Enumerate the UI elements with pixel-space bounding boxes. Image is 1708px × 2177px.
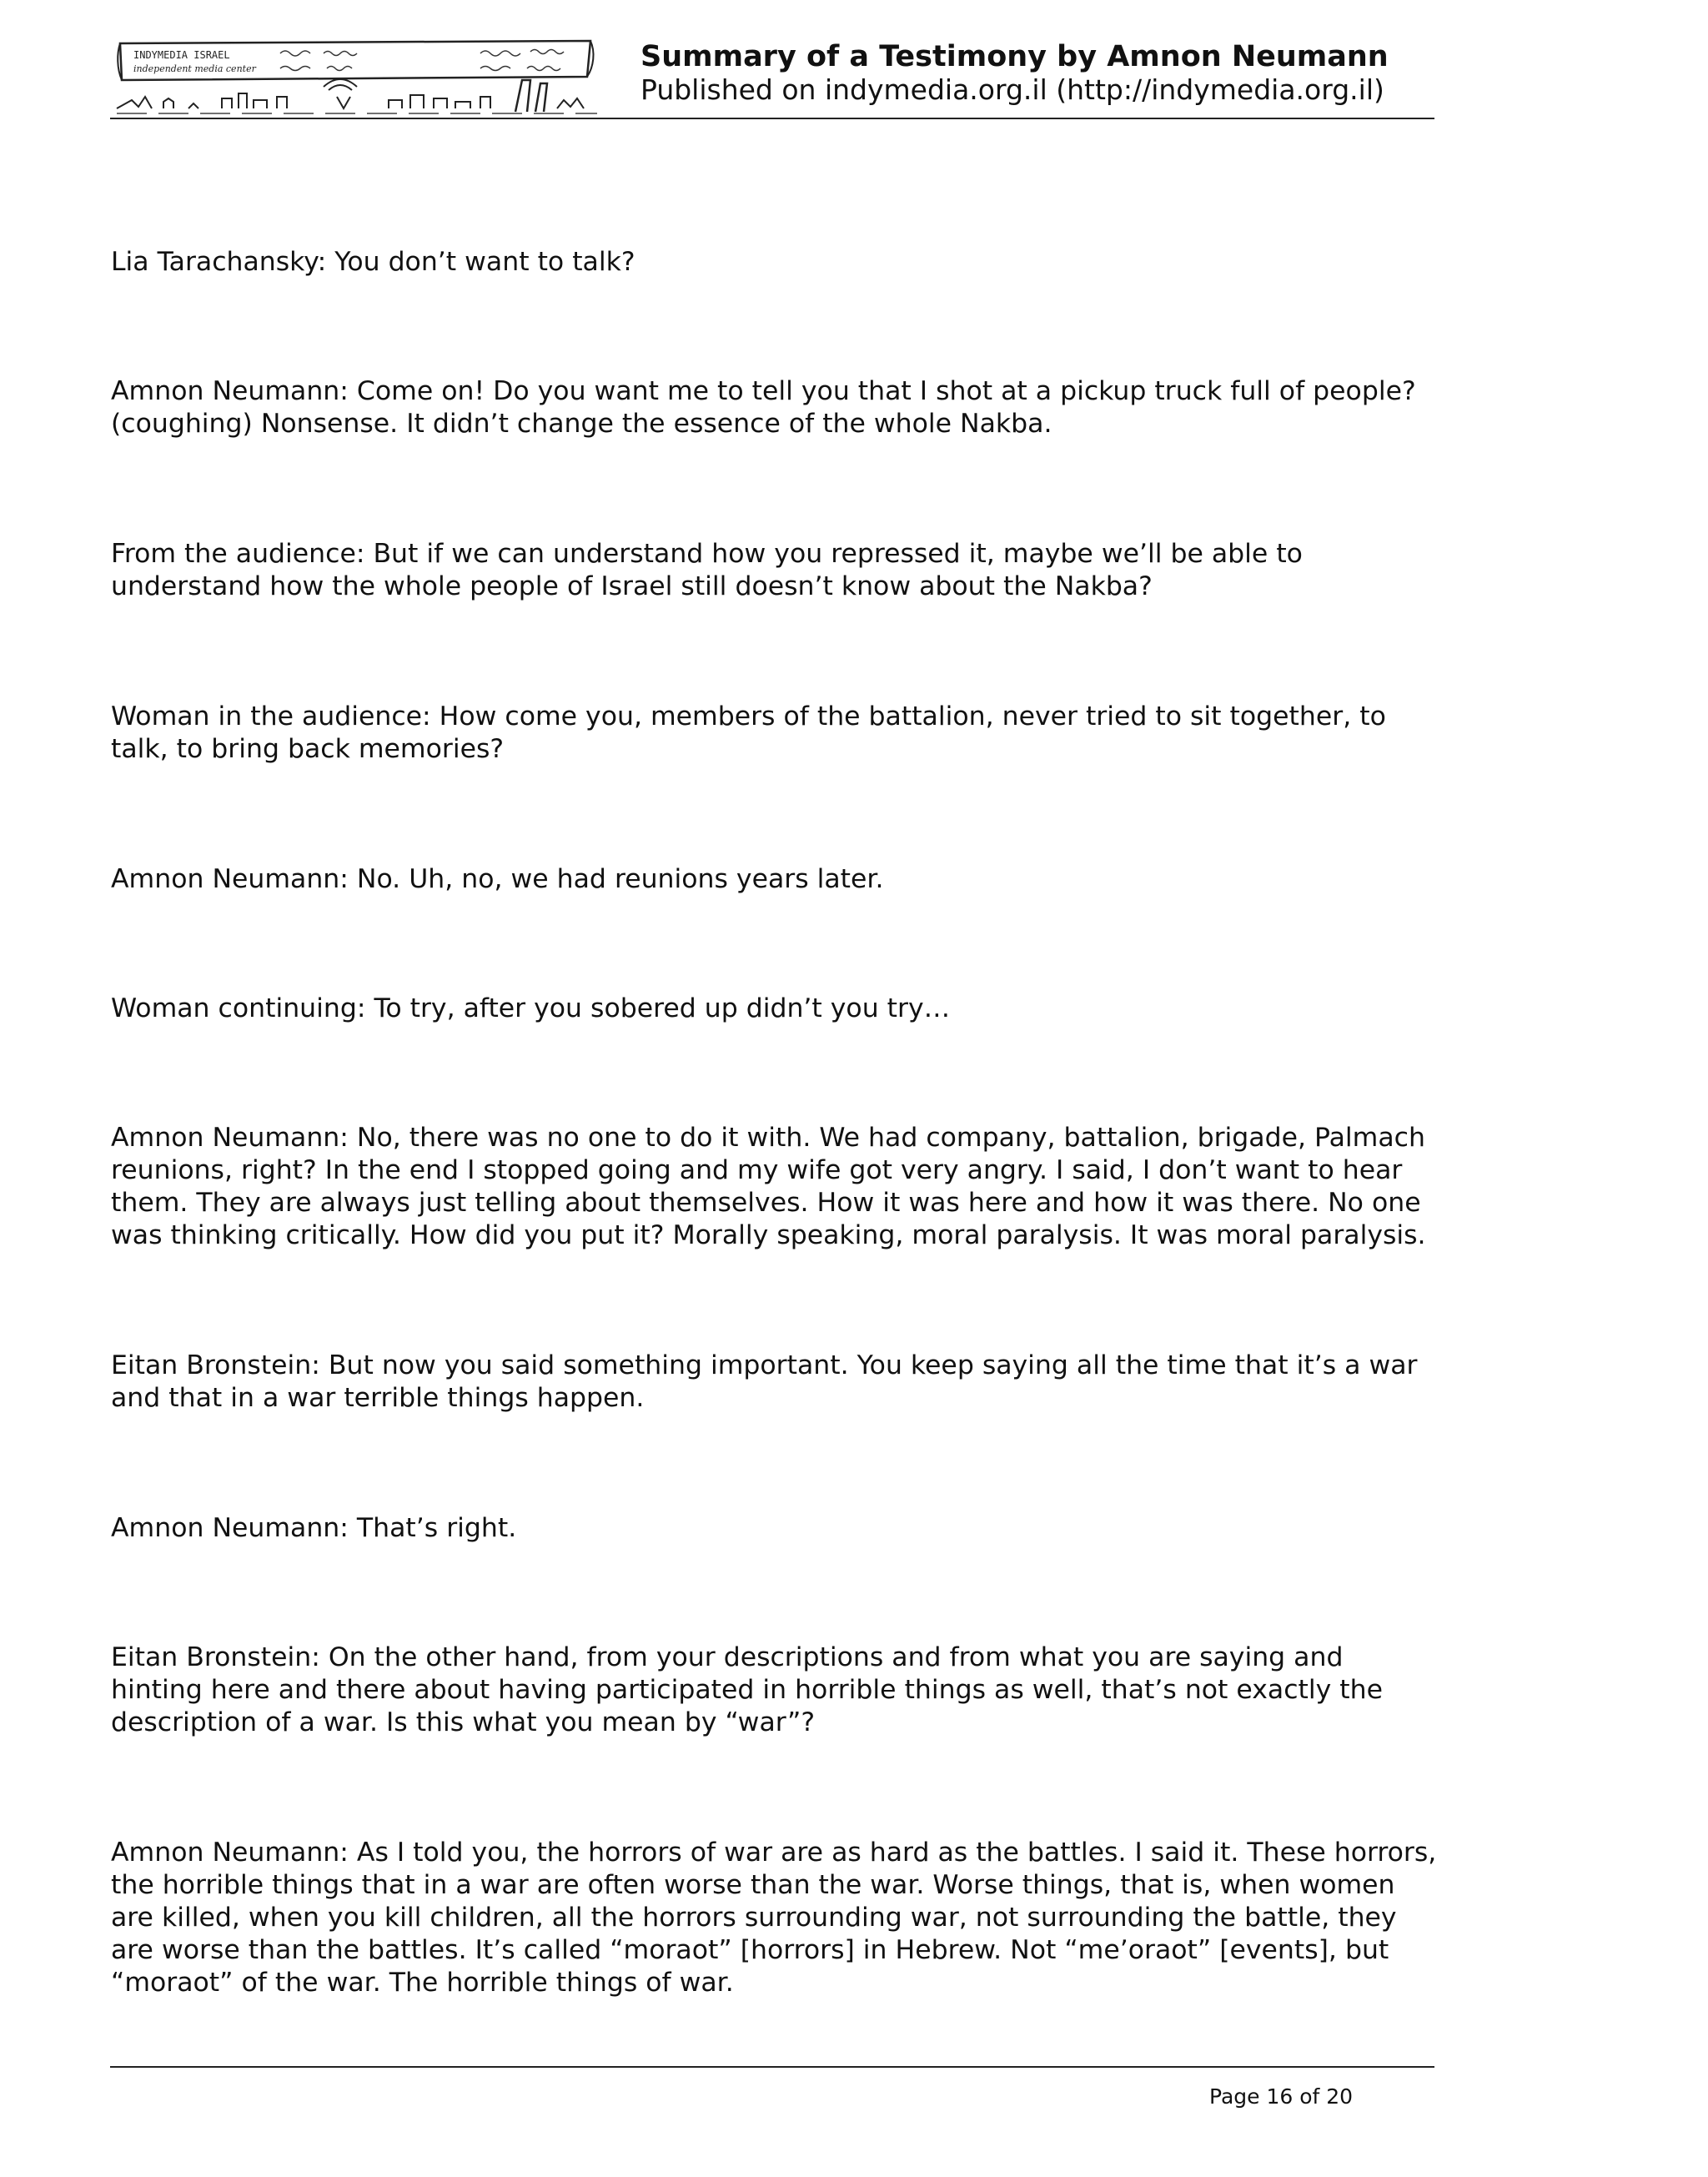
header-divider bbox=[110, 118, 1434, 119]
transcript-paragraph: Eitan Bronstein: But now you said something important. You keep saying all the time that it’s a war and that in a war terrible things happen. bbox=[111, 1350, 1418, 1413]
logo-text-line-1: INDYMEDIA ISRAEL bbox=[133, 49, 230, 61]
transcript-paragraph: Amnon Neumann: No, there was no one to do it with. We had company, battalion, brigade, Palmach reunions, right? In the end I stopped going and my wife got very angry. I said, I don’t want to hear them. They are always just telling about themselves. How it was here and how it was there. No one was thinking critically. How did you put it? Morally speaking, moral paralysis. It was moral paralysis. bbox=[111, 1123, 1426, 1250]
transcript-paragraph: Woman in the audience: How come you, members of the battalion, never tried to sit together, to talk, to bring back memories? bbox=[111, 701, 1386, 764]
logo-text-line-2: independent media center bbox=[133, 63, 256, 74]
transcript-paragraph: Woman continuing: To try, after you sobered up didn’t you try… bbox=[111, 993, 951, 1023]
transcript-paragraph: Amnon Neumann: No. Uh, no, we had reunions years later. bbox=[111, 864, 884, 894]
document-title: Summary of a Testimony by Amnon Neumann bbox=[640, 40, 1389, 73]
transcript-paragraph: Amnon Neumann: As I told you, the horrors of war are as hard as the battles. I said it. These horrors, the horrible things that in a war are often worse than the war. Worse things, that is, when women are killed, when you kill children, all the horrors surrounding war, not surrounding the battle, they are worse than the battles. It’s called “moraot” [horrors] in Hebrew. Not “me’oraot” [events], but “moraot” of the war. The horrible things of war. bbox=[111, 1838, 1437, 1998]
transcript-paragraph: From the audience: But if we can understand how you repressed it, maybe we’ll be able to understand how the whole people of Israel still doesn’t know about the Nakba? bbox=[111, 539, 1303, 601]
page-number: Page 16 of 20 bbox=[1209, 2084, 1354, 2109]
footer-divider bbox=[110, 2066, 1434, 2068]
transcript-paragraph: Amnon Neumann: That’s right. bbox=[111, 1513, 517, 1543]
document-source: Published on indymedia.org.il (http://indymedia.org.il) bbox=[640, 73, 1384, 106]
transcript-paragraph: Amnon Neumann: Come on! Do you want me to tell you that I shot at a pickup truck full of people? (coughing) Nonsense. It didn’t change the essence of the whole Nakba. bbox=[111, 376, 1416, 439]
page-header bbox=[110, 37, 1434, 118]
indymedia-israel-logo bbox=[113, 38, 602, 115]
transcript-paragraph: Eitan Bronstein: On the other hand, from your descriptions and from what you are saying and hinting here and there about having participated in horrible things as well, that’s not exactly the description of a war. Is this what you mean by “war”? bbox=[111, 1642, 1383, 1737]
transcript-paragraph: Lia Tarachansky: You don’t want to talk? bbox=[111, 247, 635, 277]
